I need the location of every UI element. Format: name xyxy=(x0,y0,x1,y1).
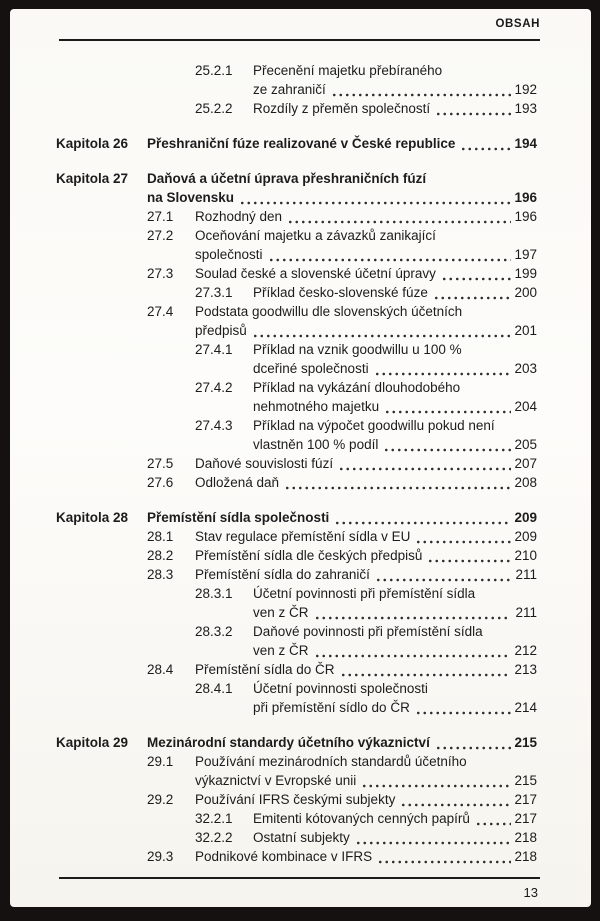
entry-page: 205 xyxy=(514,437,537,452)
entry-title: dceřiné společnosti xyxy=(253,361,369,376)
entry-label: 28.3 xyxy=(147,567,174,582)
entry-label: 28.1 xyxy=(147,529,174,544)
entry-page: 194 xyxy=(514,136,537,151)
entry-label: Kapitola 29 xyxy=(56,735,129,750)
book-page xyxy=(10,9,591,907)
entry-title: Přemístění sídla do zahraničí xyxy=(195,567,370,582)
toc-entry xyxy=(56,226,537,245)
leader-dots xyxy=(475,822,511,826)
entry-title: nehmotného majetku xyxy=(253,399,380,414)
footer-rule xyxy=(59,877,540,879)
entry-title: ven z ČR xyxy=(253,643,309,658)
entry-label: 27.6 xyxy=(147,475,174,490)
toc-entry xyxy=(56,603,537,622)
entry-title: Používání mezinárodních standardů účetního xyxy=(195,754,467,769)
entry-page: 199 xyxy=(514,266,537,281)
leader-dots xyxy=(415,711,511,715)
entry-label: 28.4 xyxy=(147,662,174,677)
leader-dots xyxy=(314,654,511,658)
entry-title: předpisů xyxy=(195,323,247,338)
entry-title: vlastněn 100 % podíl xyxy=(253,437,379,452)
toc-entry xyxy=(56,61,537,80)
toc-entry xyxy=(56,245,537,264)
toc-entry xyxy=(56,283,537,302)
entry-label: 25.2.2 xyxy=(195,101,233,116)
leader-dots xyxy=(415,540,511,544)
toc-entry xyxy=(56,698,537,717)
toc-entry xyxy=(56,397,537,416)
leader-dots xyxy=(239,201,511,205)
entry-title: Účetní povinnosti společnosti xyxy=(253,681,428,696)
entry-page: 197 xyxy=(514,247,537,262)
entry-page: 215 xyxy=(514,773,537,788)
entry-label: 27.4.1 xyxy=(195,342,233,357)
entry-label: 27.3 xyxy=(147,266,174,281)
entry-label: 29.2 xyxy=(147,792,174,807)
entry-title: Přemístění sídla společnosti xyxy=(147,510,330,525)
toc-entry xyxy=(56,378,537,397)
entry-title: Soulad české a slovenské účetní úpravy xyxy=(195,266,436,281)
entry-label: 27.4 xyxy=(147,304,174,319)
entry-page: 204 xyxy=(514,399,537,414)
entry-page: 196 xyxy=(514,209,537,224)
entry-page: 201 xyxy=(514,323,537,338)
leader-dots xyxy=(338,467,511,471)
entry-page: 210 xyxy=(514,548,537,563)
toc-entry xyxy=(56,264,537,283)
entry-label: Kapitola 28 xyxy=(56,510,129,525)
entry-page: 211 xyxy=(515,605,537,620)
toc-entry xyxy=(56,435,537,454)
entry-title: ven z ČR xyxy=(253,605,309,620)
leader-dots xyxy=(441,277,511,281)
entry-page: 217 xyxy=(514,792,537,807)
page-header xyxy=(59,18,540,30)
entry-label: 29.1 xyxy=(147,754,174,769)
entry-title: Daňové souvislosti fúzí xyxy=(195,456,334,471)
entry-page: 213 xyxy=(514,662,537,677)
entry-page: 192 xyxy=(514,82,537,97)
entry-title: Účetní povinnosti při přemístění sídla xyxy=(253,586,476,601)
entry-label: 27.4.3 xyxy=(195,418,233,433)
entry-page: 218 xyxy=(514,830,537,845)
entry-label: 28.3.1 xyxy=(195,586,233,601)
entry-title: Daňová a účetní úprava přeshraničních fúzí xyxy=(147,171,427,186)
toc-entry xyxy=(56,340,537,359)
entry-title: Mezinárodní standardy účetního výkaznictví xyxy=(147,735,430,750)
page-header-title: OBSAH xyxy=(495,18,540,30)
entry-title: Příklad česko-slovenské fúze xyxy=(253,285,428,300)
leader-dots xyxy=(384,410,511,414)
leader-dots xyxy=(331,93,511,97)
entry-page: 203 xyxy=(514,361,537,376)
entry-page: 214 xyxy=(514,700,537,715)
leader-dots xyxy=(377,860,511,864)
toc-entry xyxy=(56,188,537,207)
entry-title: Emitenti kótovaných cenných papírů xyxy=(253,811,470,826)
entry-label: 28.4.1 xyxy=(195,681,233,696)
leader-dots xyxy=(355,841,511,845)
toc-entry xyxy=(56,169,537,188)
entry-label: 29.3 xyxy=(147,849,174,864)
entry-title: ze zahraničí xyxy=(253,82,326,97)
toc-entry xyxy=(56,416,537,435)
toc-entry xyxy=(56,790,537,809)
entry-title: Daňové povinnosti při přemístění sídla xyxy=(253,624,483,639)
leader-dots xyxy=(314,616,511,620)
toc-entry xyxy=(56,359,537,378)
leader-dots xyxy=(427,559,511,563)
entry-title: Ostatní subjekty xyxy=(253,830,350,845)
leader-dots xyxy=(435,746,511,750)
entry-label: 27.2 xyxy=(147,228,174,243)
entry-label: 28.3.2 xyxy=(195,624,233,639)
entry-title: Oceňování majetku a závazků zanikající xyxy=(195,228,436,243)
entry-page: 215 xyxy=(514,735,537,750)
entry-label: 27.3.1 xyxy=(195,285,233,300)
entry-page: 208 xyxy=(514,475,537,490)
toc-entry xyxy=(56,207,537,226)
entry-title: Příklad na výpočet goodwillu pokud není xyxy=(253,418,495,433)
entry-label: 27.4.2 xyxy=(195,380,233,395)
entry-page: 200 xyxy=(514,285,537,300)
entry-title: společnosti xyxy=(195,247,263,262)
header-rule xyxy=(59,39,540,41)
page-footer xyxy=(59,885,538,900)
entry-label: 32.2.2 xyxy=(195,830,233,845)
entry-page: 218 xyxy=(514,849,537,864)
toc-entry xyxy=(56,302,537,321)
leader-dots xyxy=(284,486,511,490)
leader-dots xyxy=(375,578,511,582)
toc-entry xyxy=(56,809,537,828)
toc-entry xyxy=(56,454,537,473)
leader-dots xyxy=(287,220,511,224)
entry-label: Kapitola 26 xyxy=(56,136,129,151)
entry-title: Přeshraniční fúze realizované v České republice xyxy=(147,136,456,151)
entry-label: 27.1 xyxy=(147,209,174,224)
toc-entry xyxy=(56,622,537,641)
toc-list xyxy=(56,61,537,866)
entry-title: při přemístění sídlo do ČR xyxy=(253,700,410,715)
leader-dots xyxy=(252,334,511,338)
entry-page: 217 xyxy=(514,811,537,826)
entry-label: Kapitola 27 xyxy=(56,171,129,186)
toc-entry xyxy=(56,584,537,603)
toc-entry xyxy=(56,733,537,752)
toc-entry xyxy=(56,752,537,771)
leader-dots xyxy=(374,372,511,376)
entry-title: Stav regulace přemístění sídla v EU xyxy=(195,529,411,544)
toc-entry xyxy=(56,828,537,847)
entry-title: na Slovensku xyxy=(147,190,235,205)
entry-title: Rozhodný den xyxy=(195,209,283,224)
entry-title: výkaznictví v Evropské unii xyxy=(195,773,357,788)
toc-entry xyxy=(56,771,537,790)
toc-entry xyxy=(56,679,537,698)
entry-title: Přecenění majetku přebíraného xyxy=(253,63,443,78)
entry-title: Přemístění sídla dle českých předpisů xyxy=(195,548,423,563)
toc-entry xyxy=(56,660,537,679)
entry-title: Rozdíly z přeměn společností xyxy=(253,101,431,116)
toc-entry xyxy=(56,527,537,546)
entry-title: Podnikové kombinace v IFRS xyxy=(195,849,373,864)
entry-label: 25.2.1 xyxy=(195,63,233,78)
entry-label: 27.5 xyxy=(147,456,174,471)
leader-dots xyxy=(334,521,511,525)
toc-entry xyxy=(56,546,537,565)
entry-page: 209 xyxy=(514,529,537,544)
toc-entry xyxy=(56,321,537,340)
leader-dots xyxy=(435,112,511,116)
toc-entry xyxy=(56,134,537,153)
entry-title: Příklad na vznik goodwillu u 100 % xyxy=(253,342,462,357)
leader-dots xyxy=(433,296,511,300)
page-number: 13 xyxy=(523,885,538,900)
entry-title: Podstata goodwillu dle slovenských účetních xyxy=(195,304,463,319)
toc-entry xyxy=(56,847,537,866)
toc-entry xyxy=(56,473,537,492)
toc-entry xyxy=(56,641,537,660)
toc-entry xyxy=(56,565,537,584)
toc-entry xyxy=(56,80,537,99)
leader-dots xyxy=(460,147,511,151)
entry-title: Přemístění sídla do ČR xyxy=(195,662,335,677)
leader-dots xyxy=(361,784,511,788)
leader-dots xyxy=(400,803,511,807)
entry-label: 32.2.1 xyxy=(195,811,233,826)
entry-page: 209 xyxy=(514,510,537,525)
entry-title: Odložená daň xyxy=(195,475,280,490)
entry-title: Používání IFRS českými subjekty xyxy=(195,792,396,807)
entry-label: 28.2 xyxy=(147,548,174,563)
leader-dots xyxy=(383,448,511,452)
toc-entry xyxy=(56,99,537,118)
entry-page: 207 xyxy=(514,456,537,471)
leader-dots xyxy=(340,673,511,677)
entry-page: 211 xyxy=(515,567,537,582)
entry-page: 196 xyxy=(514,190,537,205)
entry-title: Příklad na vykázání dlouhodobého xyxy=(253,380,461,395)
leader-dots xyxy=(268,258,511,262)
toc-entry xyxy=(56,508,537,527)
entry-page: 193 xyxy=(514,101,537,116)
entry-page: 212 xyxy=(514,643,537,658)
